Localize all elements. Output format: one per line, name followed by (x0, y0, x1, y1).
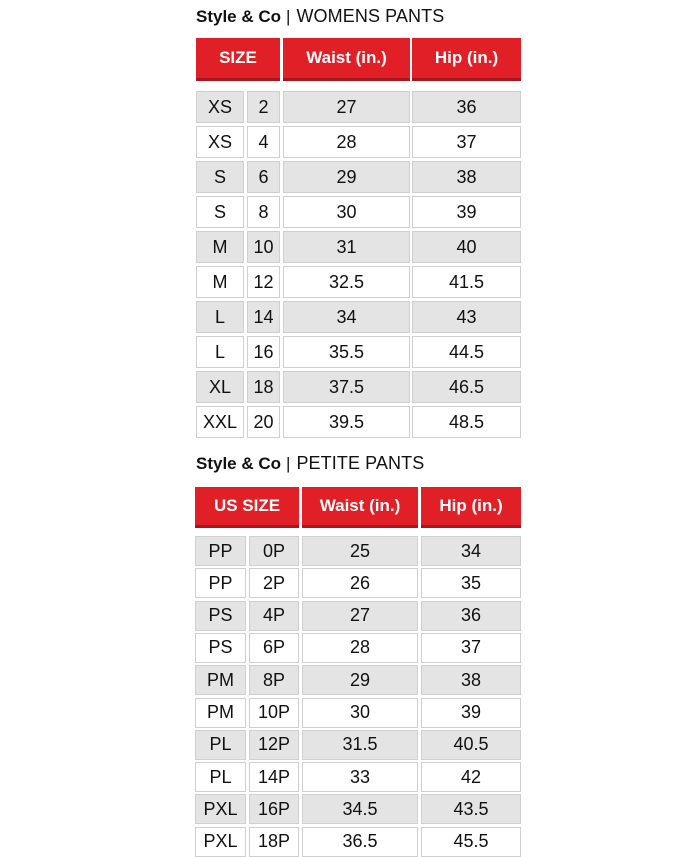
womens-size-cell: S (196, 196, 244, 228)
petite-hip-cell: 38 (421, 665, 521, 695)
petite-size-cell: PS (195, 601, 246, 631)
womens-waist-cell: 34 (283, 301, 410, 333)
petite-waist-cell: 36.5 (302, 827, 418, 857)
womens-hip-cell: 44.5 (412, 336, 521, 368)
petite-waist-cell: 34.5 (302, 794, 418, 824)
petite-header-waist: Waist (in.) (302, 487, 418, 528)
womens-size-cell: S (196, 161, 244, 193)
petite-size-cell: PXL (195, 794, 246, 824)
womens-size-number-cell: 6 (247, 161, 280, 193)
womens-hip-cell: 40 (412, 231, 521, 263)
petite-size-cell: PXL (195, 827, 246, 857)
womens-hip-cell: 48.5 (412, 406, 521, 438)
womens-waist-cell: 27 (283, 91, 410, 123)
petite-hip-cell: 35 (421, 568, 521, 598)
petite-heading (196, 453, 424, 474)
petite-title: PETITE PANTS (296, 453, 425, 473)
womens-size-number-cell: 20 (247, 406, 280, 438)
womens-header-hip: Hip (in.) (412, 38, 521, 81)
womens-hip-cell: 39 (412, 196, 521, 228)
womens-header-waist: Waist (in.) (283, 38, 410, 81)
womens-waist-cell: 31 (283, 231, 410, 263)
petite-hip-cell: 43.5 (421, 794, 521, 824)
womens-size-cell: L (196, 336, 244, 368)
petite-size-number-cell: 8P (249, 665, 299, 695)
petite-hip-cell: 42 (421, 762, 521, 792)
petite-waist-cell: 28 (302, 633, 418, 663)
womens-hip-cell: 37 (412, 126, 521, 158)
petite-size-cell: PS (195, 633, 246, 663)
petite-size-number-cell: 18P (249, 827, 299, 857)
womens-size-number-cell: 4 (247, 126, 280, 158)
womens-hip-cell: 43 (412, 301, 521, 333)
womens-size-number-cell: 2 (247, 91, 280, 123)
womens-hip-cell: 41.5 (412, 266, 521, 298)
petite-waist-cell: 27 (302, 601, 418, 631)
womens-hip-cell: 38 (412, 161, 521, 193)
petite-size-cell: PP (195, 568, 246, 598)
petite-size-cell: PP (195, 536, 246, 566)
petite-waist-cell: 26 (302, 568, 418, 598)
womens-size-cell: XXL (196, 406, 244, 438)
petite-hip-cell: 39 (421, 698, 521, 728)
petite-size-cell: PM (195, 665, 246, 695)
womens-size-number-cell: 8 (247, 196, 280, 228)
womens-size-number-cell: 16 (247, 336, 280, 368)
womens-hip-cell: 46.5 (412, 371, 521, 403)
womens-waist-cell: 37.5 (283, 371, 410, 403)
womens-waist-cell: 32.5 (283, 266, 410, 298)
womens-waist-cell: 29 (283, 161, 410, 193)
womens-size-cell: L (196, 301, 244, 333)
womens-size-cell: M (196, 266, 244, 298)
womens-brand: Style & Co (196, 7, 282, 26)
petite-waist-cell: 33 (302, 762, 418, 792)
petite-size-number-cell: 14P (249, 762, 299, 792)
womens-waist-cell: 35.5 (283, 336, 410, 368)
petite-hip-cell: 37 (421, 633, 521, 663)
petite-size-number-cell: 2P (249, 568, 299, 598)
womens-hip-cell: 36 (412, 91, 521, 123)
petite-size-number-cell: 10P (249, 698, 299, 728)
petite-hip-cell: 34 (421, 536, 521, 566)
petite-waist-cell: 25 (302, 536, 418, 566)
petite-size-number-cell: 16P (249, 794, 299, 824)
womens-size-cell: XL (196, 371, 244, 403)
womens-size-cell: XS (196, 126, 244, 158)
womens-waist-cell: 39.5 (283, 406, 410, 438)
petite-size-number-cell: 12P (249, 730, 299, 760)
petite-separator: | (286, 454, 291, 473)
womens-header-size: SIZE (196, 38, 280, 81)
petite-waist-cell: 30 (302, 698, 418, 728)
petite-size-number-cell: 6P (249, 633, 299, 663)
womens-separator: | (286, 7, 291, 26)
petite-hip-cell: 40.5 (421, 730, 521, 760)
petite-header-size: US SIZE (195, 487, 299, 528)
petite-size-cell: PL (195, 730, 246, 760)
womens-size-number-cell: 14 (247, 301, 280, 333)
petite-waist-cell: 29 (302, 665, 418, 695)
petite-size-number-cell: 4P (249, 601, 299, 631)
petite-size-cell: PM (195, 698, 246, 728)
womens-size-number-cell: 18 (247, 371, 280, 403)
womens-size-number-cell: 10 (247, 231, 280, 263)
womens-waist-cell: 28 (283, 126, 410, 158)
petite-size-number-cell: 0P (249, 536, 299, 566)
womens-heading (196, 6, 444, 27)
petite-waist-cell: 31.5 (302, 730, 418, 760)
womens-waist-cell: 30 (283, 196, 410, 228)
womens-size-cell: XS (196, 91, 244, 123)
womens-size-number-cell: 12 (247, 266, 280, 298)
womens-title: WOMENS PANTS (296, 6, 445, 26)
petite-size-cell: PL (195, 762, 246, 792)
petite-hip-cell: 45.5 (421, 827, 521, 857)
petite-brand: Style & Co (196, 454, 282, 473)
petite-header-hip: Hip (in.) (421, 487, 521, 528)
petite-hip-cell: 36 (421, 601, 521, 631)
womens-size-cell: M (196, 231, 244, 263)
